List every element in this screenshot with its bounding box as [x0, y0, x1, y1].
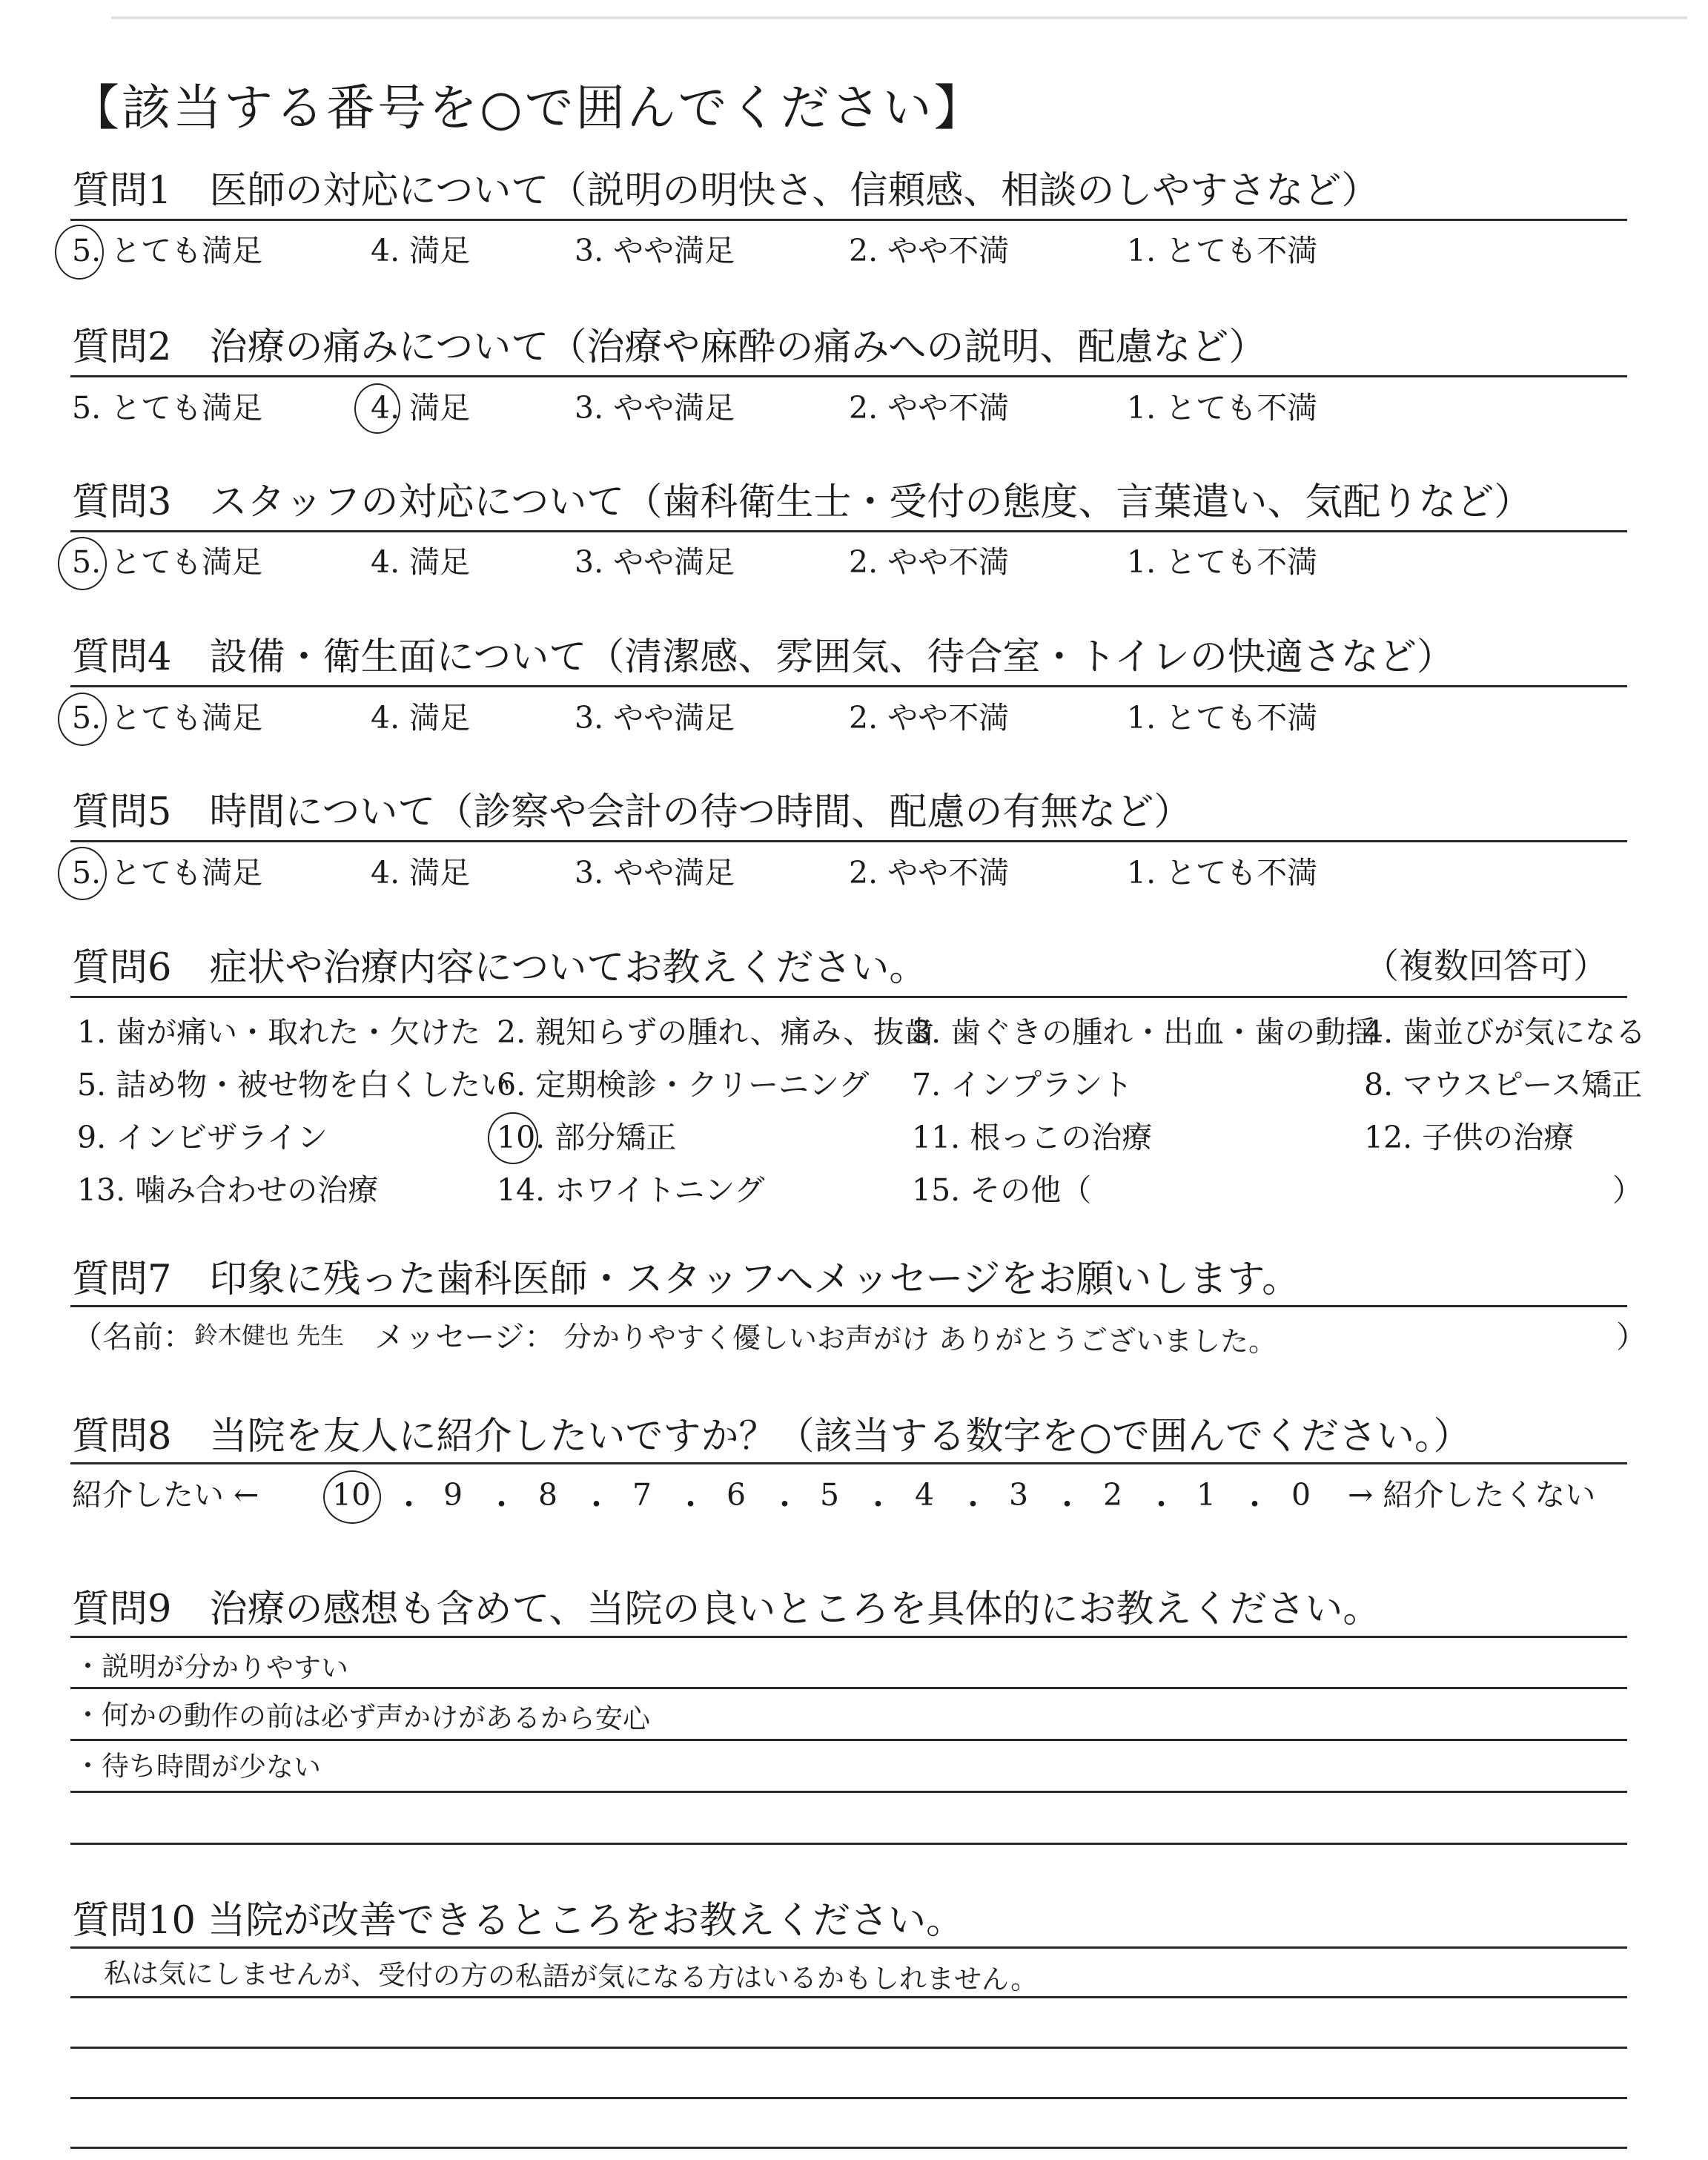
q3-option-2[interactable]: 2. やや不満 [849, 544, 1010, 580]
question-1-rule [70, 219, 1627, 221]
q10-line-5 [70, 2147, 1627, 2149]
q9-line-1 [70, 1636, 1627, 1638]
question-3-rule [70, 530, 1627, 532]
question-7-title: 質問7 印象に残った歯科医師・スタッフへメッセージをお願いします。 [72, 1258, 1300, 1301]
q2-selection-circle [354, 383, 400, 434]
q6-option-1[interactable]: 1. 歯が痛い・取れた・欠けた [77, 1014, 481, 1050]
q8-scale-separator: ・ [675, 1487, 706, 1522]
question-8-rule [70, 1462, 1627, 1464]
q8-scale-9[interactable]: 9 [443, 1477, 463, 1513]
q9-answer-2[interactable]: ・何かの動作の前は必ず声かけがあるから安心 [73, 1699, 651, 1735]
question-2-title: 質問2 治療の痛みについて（治療や麻酔の痛みへの説明、配慮など） [72, 326, 1267, 369]
q4-option-4[interactable]: 4. 満足 [371, 700, 471, 736]
question-6-note: （複数回答可） [1364, 946, 1608, 987]
q8-scale-separator: ・ [486, 1487, 517, 1522]
q9-line-3 [70, 1739, 1627, 1741]
q8-scale-separator: ・ [1146, 1487, 1176, 1522]
q10-line-3 [70, 2047, 1627, 2049]
q7-close-paren: ） [1616, 1319, 1646, 1355]
q5-option-5[interactable]: 5. とても満足 [72, 855, 263, 891]
q4-option-5[interactable]: 5. とても満足 [72, 700, 263, 736]
q6-option-9[interactable]: 9. インビザライン [77, 1120, 328, 1155]
q8-scale-separator: ・ [581, 1487, 612, 1522]
question-4-title: 質問4 設備・衛生面について（清潔感、雰囲気、待合室・トイレの快適さなど） [72, 635, 1454, 679]
q3-option-1[interactable]: 1. とても不満 [1127, 544, 1318, 580]
q6-option-12[interactable]: 12. 子供の治療 [1364, 1120, 1575, 1155]
question-10-title: 質問10 当院が改善できるところをお教えください。 [72, 1899, 964, 1943]
question-5-title: 質問5 時間について（診察や会計の待つ時間、配慮の有無など） [72, 790, 1192, 834]
q7-name-label: （名前： [72, 1319, 193, 1355]
q7-message-handwritten[interactable]: 分かりやすく優しいお声がけ ありがとうございました。 [563, 1320, 1277, 1358]
q10-line-1 [70, 1946, 1627, 1949]
q9-line-4 [70, 1791, 1627, 1793]
q6-option-11[interactable]: 11. 根っこの治療 [912, 1120, 1153, 1155]
q6-option-5[interactable]: 5. 詰め物・被せ物を白くしたい [77, 1067, 512, 1103]
q8-scale-6[interactable]: 6 [726, 1477, 747, 1513]
q8-scale-2[interactable]: 2 [1103, 1477, 1123, 1513]
question-3-title: 質問3 スタッフの対応について（歯科衛生士・受付の態度、言葉遣い、気配りなど） [72, 480, 1532, 524]
q4-selection-circle [58, 693, 107, 746]
q6-option-6[interactable]: 6. 定期検診・クリーニング [497, 1067, 870, 1103]
q8-scale-separator: ・ [1052, 1487, 1082, 1522]
q3-option-5[interactable]: 5. とても満足 [72, 544, 263, 580]
q2-option-1[interactable]: 1. とても不満 [1127, 390, 1318, 426]
q3-option-3[interactable]: 3. やや満足 [575, 544, 735, 580]
q8-scale-7[interactable]: 7 [632, 1477, 652, 1513]
q10-answer-1[interactable]: 私は気にしませんが、受付の方の私語が気になる方はいるかもしれません。 [103, 1957, 1039, 1996]
q3-option-4[interactable]: 4. 満足 [371, 544, 471, 580]
q4-option-2[interactable]: 2. やや不満 [849, 700, 1010, 736]
q2-option-3[interactable]: 3. やや満足 [575, 390, 735, 426]
q8-scale-3[interactable]: 3 [1009, 1477, 1029, 1513]
question-2-rule [70, 375, 1627, 377]
q8-scale-separator: ・ [863, 1487, 893, 1522]
question-7-rule [70, 1305, 1627, 1307]
q8-selection-circle [323, 1470, 381, 1524]
q4-option-3[interactable]: 3. やや満足 [575, 700, 735, 736]
q9-line-2 [70, 1687, 1627, 1689]
q7-message-label: メッセージ： [374, 1319, 555, 1355]
q8-scale-10[interactable]: 10 [332, 1477, 371, 1513]
question-6-title: 質問6 症状や治療内容についてお教えください。 [72, 946, 927, 990]
question-8-title: 質問8 当院を友人に紹介したいですか？（該当する数字を○で囲んでください。） [72, 1415, 1472, 1459]
q7-name-handwritten[interactable]: 鈴木健也 先生 [193, 1321, 345, 1350]
q9-answer-3[interactable]: ・待ち時間が少ない [73, 1749, 322, 1784]
q8-scale-1[interactable]: 1 [1196, 1477, 1217, 1513]
q10-line-4 [70, 2097, 1627, 2099]
q2-option-2[interactable]: 2. やや不満 [849, 390, 1010, 426]
q3-selection-circle [58, 537, 107, 590]
q6-option-14[interactable]: 14. ホワイトニング [497, 1172, 765, 1208]
q6-option-15[interactable]: 15. その他（ [912, 1172, 1092, 1208]
q8-left-label: 紹介したい ← [72, 1477, 259, 1513]
q8-scale-separator: ・ [394, 1487, 424, 1522]
q4-option-1[interactable]: 1. とても不満 [1127, 700, 1318, 736]
question-4-rule [70, 685, 1627, 687]
q2-option-4[interactable]: 4. 満足 [371, 390, 471, 426]
q10-line-2 [70, 1996, 1627, 1998]
q8-scale-4[interactable]: 4 [915, 1477, 935, 1513]
question-9-title: 質問9 治療の感想も含めて、当院の良いところを具体的にお教えください。 [72, 1588, 1381, 1631]
q1-option-1[interactable]: 1. とても不満 [1127, 233, 1318, 268]
top-border-line [111, 16, 1687, 19]
q5-option-2[interactable]: 2. やや不満 [849, 855, 1010, 891]
q1-option-3[interactable]: 3. やや満足 [575, 233, 735, 268]
q8-scale-separator: ・ [769, 1487, 800, 1522]
question-5-rule [70, 840, 1627, 842]
q1-option-2[interactable]: 2. やや不満 [849, 233, 1010, 268]
q6-option-2[interactable]: 2. 親知らずの腫れ、痛み、抜歯 [497, 1014, 935, 1050]
q6-option-7[interactable]: 7. インプラント [912, 1067, 1133, 1103]
q6-option-4[interactable]: 4. 歯並びが気になる [1364, 1014, 1646, 1050]
q6-option-3[interactable]: 3. 歯ぐきの腫れ・出血・歯の動揺 [912, 1014, 1377, 1050]
q8-scale-8[interactable]: 8 [538, 1477, 558, 1513]
q6-option-8[interactable]: 8. マウスピース矯正 [1364, 1067, 1643, 1103]
page-header: 【該当する番号を○で囲んでください】 [70, 79, 985, 136]
q5-option-1[interactable]: 1. とても不満 [1127, 855, 1318, 891]
question-1-title: 質問1 医師の対応について（説明の明快さ、信頼感、相談のしやすさなど） [72, 169, 1380, 213]
q1-option-4[interactable]: 4. 満足 [371, 233, 471, 268]
q8-right-label: → 紹介したくない [1348, 1477, 1596, 1513]
q8-scale-0[interactable]: 0 [1291, 1477, 1311, 1513]
q6-selection-circle [488, 1112, 538, 1164]
q8-scale-separator: ・ [1239, 1487, 1270, 1522]
q6-option-15-close: ） [1612, 1172, 1643, 1208]
q8-scale-5[interactable]: 5 [820, 1477, 840, 1513]
q5-option-4[interactable]: 4. 満足 [371, 855, 471, 891]
q6-option-13[interactable]: 13. 噛み合わせの治療 [77, 1172, 379, 1208]
q5-option-3[interactable]: 3. やや満足 [575, 855, 735, 891]
q9-answer-1[interactable]: ・説明が分かりやすい [73, 1650, 349, 1685]
q1-option-5[interactable]: 5. とても満足 [72, 233, 263, 268]
question-6-rule [70, 996, 1627, 998]
q6-option-10[interactable]: 10. 部分矯正 [497, 1120, 677, 1155]
q5-selection-circle [58, 847, 107, 900]
q2-option-5[interactable]: 5. とても満足 [72, 390, 263, 426]
q8-scale-separator: ・ [958, 1487, 988, 1522]
q9-line-5 [70, 1843, 1627, 1845]
q1-selection-circle [55, 225, 104, 280]
